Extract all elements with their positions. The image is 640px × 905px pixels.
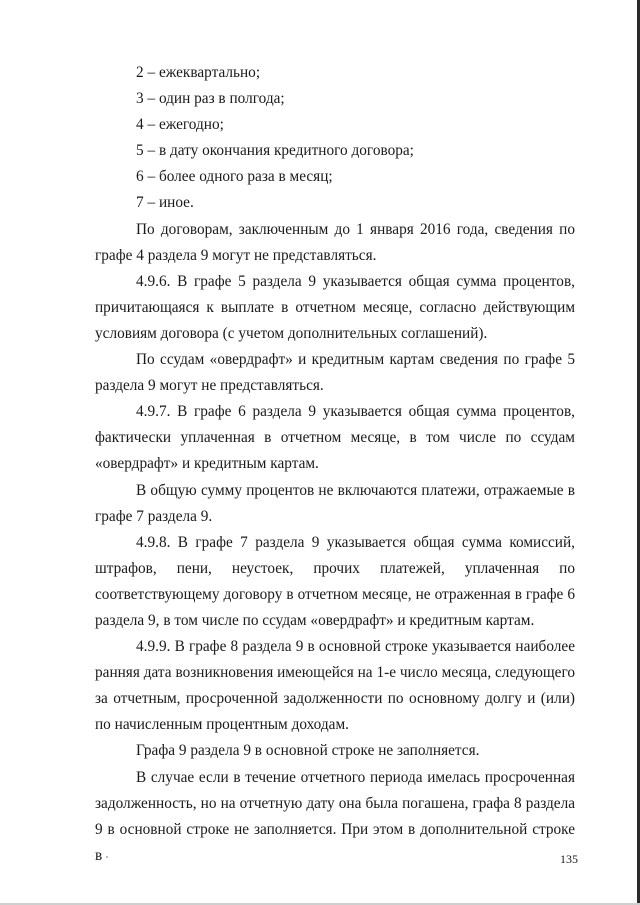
document-body [95, 60, 575, 869]
paragraph: В общую сумму процентов не включаются платежи, отражаемые в графе 7 раздела 9. [95, 481, 575, 525]
paragraph: 4.9.7. В графе 6 раздела 9 указывается общая сумма процентов, фактически уплаченная в отчетном месяце, в том числе по ссудам «овердрафт» и кредитным картам. [95, 403, 575, 473]
list-item: 2 – ежеквартально; [136, 64, 261, 81]
paragraph: 4.9.8. В графе 7 раздела 9 указывается общая сумма комиссий, штрафов, пени, неустоек, прочих платежей, уплаченная по соответствующему договору в отчетном месяце, не отраженная в графе 6 раздела 9, в том числе по ссудам «овердрафт» и кредитным картам. [95, 533, 575, 629]
paragraph: 4.9.6. В графе 5 раздела 9 указывается общая сумма процентов, причитающаяся к выплате в отчетном месяце, согласно действующим условиям договора (с учетом дополнительных соглашений). [95, 272, 575, 342]
paragraph: 4.9.9. В графе 8 раздела 9 в основной строке указывается наиболее ранняя дата возникновения имеющейся на 1-е число месяца, следующего за отчетным, просроченной задолженности по основному долгу и (или) по начисленным процентным доходам. [95, 638, 575, 734]
list-item: 5 – в дату окончания кредитного договора; [136, 142, 414, 160]
list-item: 6 – более одного раза в месяц; [136, 168, 333, 186]
list-item: 4 – ежегодно; [136, 116, 224, 134]
paragraph: Графа 9 раздела 9 в основной строке не заполняется. [136, 742, 480, 760]
list-item: 3 – один раз в полгода; [136, 90, 285, 108]
list-item: 7 – иное. [136, 194, 194, 212]
paragraph: По договорам, заключенным до 1 января 2016 года, сведения по графе 4 раздела 9 могут не представляться. [95, 220, 575, 264]
page-number: 135 [560, 852, 578, 866]
paragraph: По ссудам «овердрафт» и кредитным картам сведения по графе 5 раздела 9 могут не представляться. [95, 351, 575, 395]
paragraph: В случае если в течение отчетного периода имелась просроченная задолженность, но на отчетную дату она была погашена, графа 8 раздела 9 в основной строке не заполняется. При этом в дополнительной строке в [95, 768, 575, 864]
